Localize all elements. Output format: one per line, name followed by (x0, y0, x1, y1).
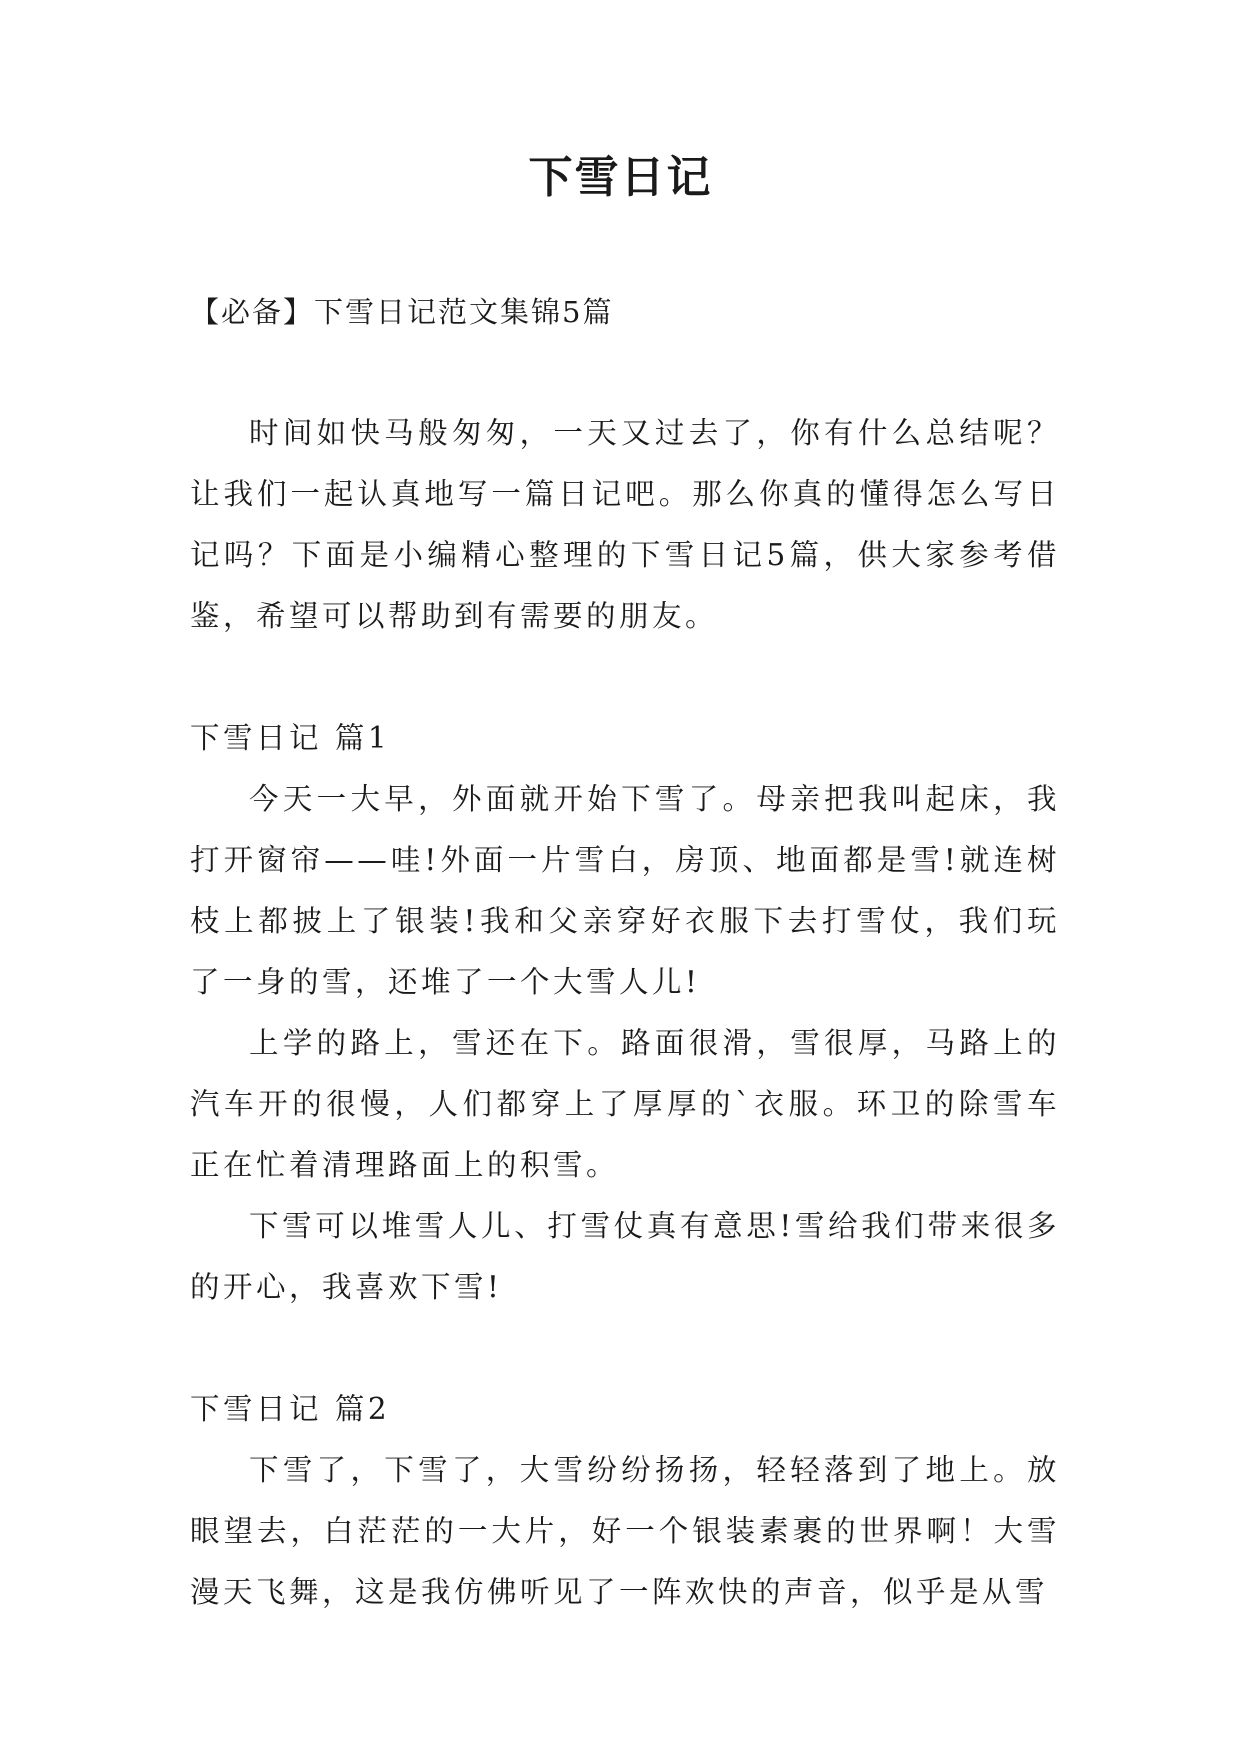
section-heading: 下雪日记 篇1 (190, 721, 391, 755)
document-subtitle: 【必备】下雪日记范文集锦5篇 (190, 295, 614, 329)
intro-paragraph: 时间如快马般匆匆，一天又过去了，你有什么总结呢？让我们一起认真地写一篇日记吧。那么你真的懂得怎么写日记吗？下面是小编精心整理的下雪日记5篇，供大家参考借鉴，希望可以帮助到有需要的朋友。 (190, 416, 1060, 633)
section-paragraph: 下雪可以堆雪人儿、打雪仗真有意思!雪给我们带来很多的开心，我喜欢下雪! (190, 1209, 1060, 1304)
document-body (190, 403, 1060, 1623)
section-1 (190, 708, 1060, 1318)
section-2 (190, 1379, 1060, 1623)
section-paragraph: 今天一大早，外面就开始下雪了。母亲把我叫起床，我打开窗帘——哇!外面一片雪白，房顶、地面都是雪!就连树枝上都披上了银装!我和父亲穿好衣服下去打雪仗，我们玩了一身的雪，还堆了一个大雪人儿! (190, 782, 1060, 999)
section-paragraph: 上学的路上，雪还在下。路面很滑，雪很厚，马路上的汽车开的很慢，人们都穿上了厚厚的`衣服。环卫的除雪车正在忙着清理路面上的积雪。 (190, 1026, 1060, 1182)
document-title: 下雪日记 (528, 152, 713, 203)
section-paragraph: 下雪了，下雪了，大雪纷纷扬扬，轻轻落到了地上。放眼望去，白茫茫的一大片，好一个银装素裹的世界啊！大雪漫天飞舞，这是我仿佛听见了一阵欢快的声音，似乎是从雪 (190, 1453, 1060, 1609)
section-heading: 下雪日记 篇2 (190, 1392, 391, 1426)
